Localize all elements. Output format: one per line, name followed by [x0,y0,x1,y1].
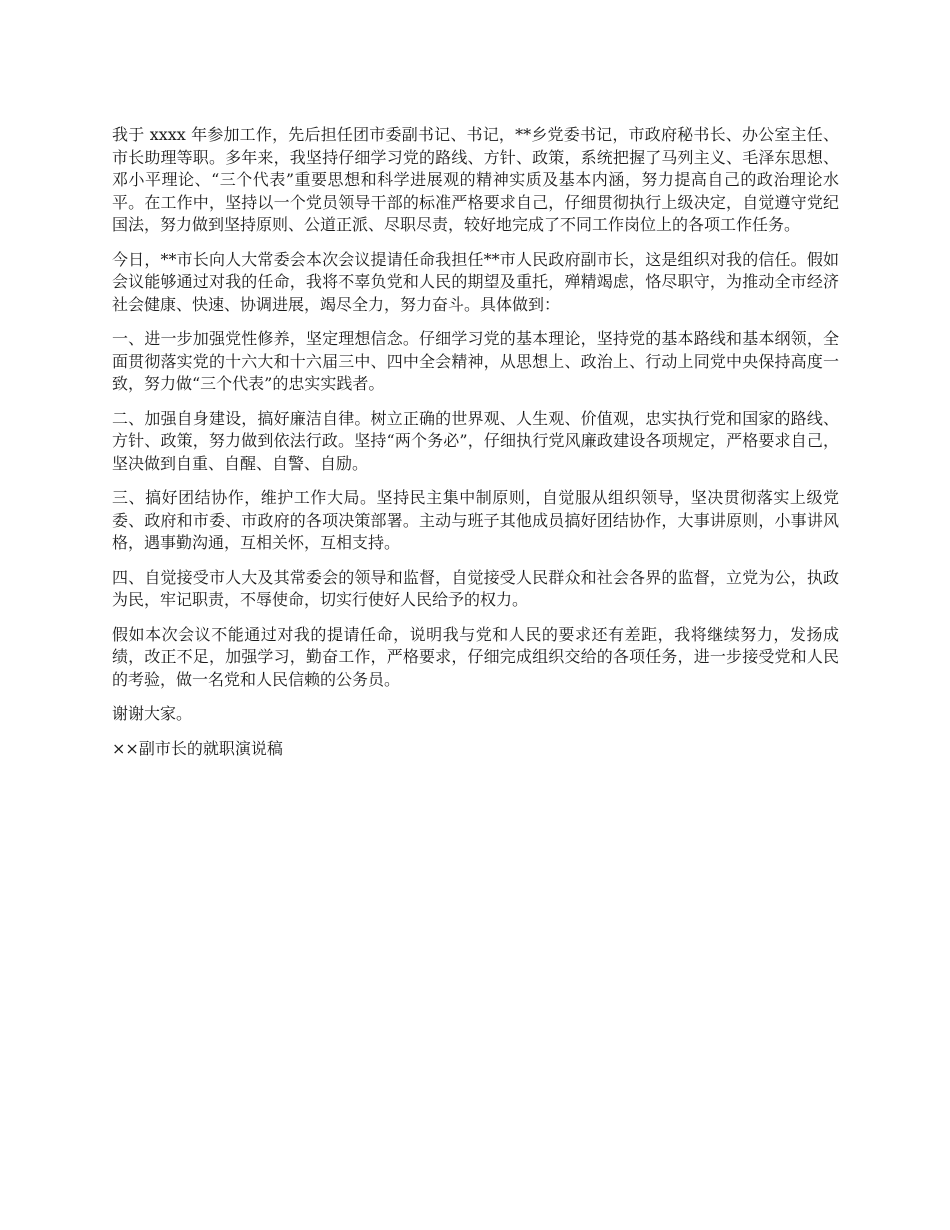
paragraph-point-three: 三、搞好团结协作，维护工作大局。坚持民主集中制原则，自觉服从组织领导，坚决贯彻落实上级党委、政府和市委、市政府的各项决策部署。主动与班子其他成员搞好团结协作，大事讲原则，小事讲风格，遇事勤沟通，互相关怀，互相支持。 [112,488,839,552]
document-title-footer: ××副市长的就职演说稿 [112,738,283,758]
paragraph-nomination: 今日，**市长向人大常委会本次会议提请任命我担任**市人民政府副市长，这是组织对我的信任。假如会议能够通过对我的任命，我将不辜负党和人民的期望及重托，殚精竭虑，恪尽职守，为推动全市经济社会健康、快速、协调进展，竭尽全力，努力奋斗。具体做到： [112,249,839,314]
paragraph-point-one: 一、进一步加强党性修养，坚定理想信念。仔细学习党的基本理论，坚持党的基本路线和基本纲领，全面贯彻落实党的十六大和十六届三中、四中全会精神，从思想上、政治上、行动上同党中央保持高度一致，努力做“三个代表”的忠实实践者。 [112,329,839,393]
paragraph-point-two: 二、加强自身建设，搞好廉洁自律。树立正确的世界观、人生观、价值观，忠实执行党和国家的路线、方针、政策，努力做到依法行政。坚持“两个务必”，仔细执行党风廉政建设各项规定，严格要求自己，坚决做到自重、自醒、自警、自励。 [112,408,839,473]
paragraph-point-four: 四、自觉接受市人大及其常委会的领导和监督，自觉接受人民群众和社会各界的监督，立党为公，执政为民，牢记职责，不辱使命，切实行使好人民给予的权力。 [112,567,839,609]
paragraph-thanks: 谢谢大家。 [112,704,193,723]
paragraph-if-not-approved: 假如本次会议不能通过对我的提请任命，说明我与党和人民的要求还有差距，我将继续努力，发扬成绩，改正不足，加强学习，勤奋工作，严格要求，仔细完成组织交给的各项任务，进一步接受党和人民的考验，做一名党和人民信赖的公务员。 [112,624,839,689]
paragraph-career-history: 我于 xxxx 年参加工作，先后担任团市委副书记、书记，**乡党委书记，市政府秘书长、办公室主任、市长助理等职。多年来，我坚持仔细学习党的路线、方针、政策，系统把握了马列主义、毛泽东思想、邓小平理论、“三个代表”重要思想和科学进展观的精神实质及基本内涵，努力提高自己的政治理论水平。在工作中，坚持以一个党员领导干部的标准严格要求自己，仔细贯彻执行上级决定，自觉遵守党纪国法，努力做到坚持原则、公道正派、尽职尽责，较好地完成了不同工作岗位上的各项工作任务。 [112,125,839,234]
document-body [112,124,839,772]
